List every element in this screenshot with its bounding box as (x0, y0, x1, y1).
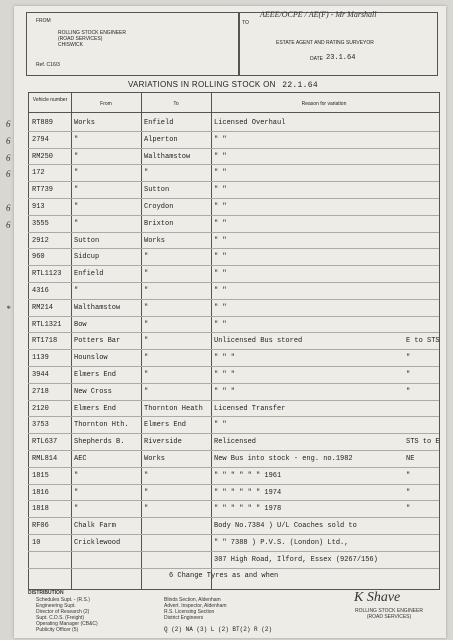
cell-from: Hounslow (74, 354, 108, 363)
cell-from: " (74, 471, 79, 480)
cell-from: " (74, 135, 79, 144)
cell-to: " (144, 287, 149, 295)
signature-title-2: (ROAD SERVICES) (366, 614, 412, 620)
row-rule (28, 450, 439, 451)
cell-to: Elmers End (144, 421, 187, 430)
cell-to: " (144, 471, 149, 480)
cell-reason: Licensed Overhaul (214, 119, 286, 127)
cell-reason: " " (214, 320, 227, 329)
cell-extra: " (406, 505, 411, 514)
cell-vehicle: 1818 (32, 505, 49, 514)
cell-from: Sutton (74, 236, 100, 245)
row-rule (28, 282, 439, 283)
cell-from: Works (74, 119, 96, 127)
row-mark: 6 (6, 135, 11, 146)
table-row (14, 402, 446, 419)
distribution-right-1: Advert. Inspector, Aldenham (164, 603, 227, 609)
to-addressee: ESTATE AGENT AND RATING SURVEYOR (276, 40, 374, 46)
row-rule (28, 366, 439, 367)
cell-from: " (74, 186, 79, 195)
cell-reason: Licensed Transfer (214, 404, 286, 413)
cell-vehicle: 10 (32, 539, 41, 547)
row-rule (28, 517, 439, 518)
cell-extra: " (406, 471, 411, 480)
row-rule (28, 416, 439, 417)
cell-vehicle: 2912 (32, 236, 49, 245)
row-rule (28, 534, 439, 535)
distribution-left-5: Publicity Officer (5) (36, 627, 79, 633)
cell-vehicle: 172 (32, 169, 45, 178)
cell-from: Enfield (74, 270, 104, 279)
row-rule (28, 198, 439, 199)
signature-title-1: ROLLING STOCK ENGINEER (355, 608, 423, 614)
cell-extra: STS to E (406, 438, 440, 447)
row-rule (28, 248, 439, 249)
row-mark: * (6, 303, 11, 314)
cell-extra: " (406, 488, 411, 497)
cell-to: Works (144, 455, 166, 463)
table-row (14, 553, 446, 570)
table-row (14, 486, 446, 503)
cell-vehicle: 913 (32, 203, 45, 211)
cell-vehicle: RT739 (32, 186, 54, 195)
from-line-3: CHISWICK (58, 42, 83, 48)
cell-from: " (74, 488, 79, 497)
page-title (128, 80, 318, 90)
cell-from: " (74, 169, 79, 178)
table-row (14, 418, 446, 435)
cell-reason: " " 7388 ) P.V.S. (London) Ltd., (214, 539, 349, 547)
cell-to: " (144, 488, 149, 497)
cell-vehicle: RTL1321 (32, 320, 62, 329)
ref-label: Ref. C16/3 (36, 62, 60, 68)
cell-vehicle: RT889 (32, 119, 54, 127)
cell-vehicle: 4316 (32, 287, 49, 295)
cell-reason: 307 High Road, Ilford, Essex (9267/156) (214, 555, 378, 564)
cell-vehicle: 3944 (32, 371, 49, 379)
cell-from: New Cross (74, 387, 112, 396)
row-rule (28, 299, 439, 300)
table-row (14, 469, 446, 486)
cell-to: " (144, 354, 149, 363)
distribution-right-3: District Engineers (164, 615, 204, 621)
cell-reason: " " (214, 253, 227, 262)
row-rule (28, 433, 439, 434)
title-date: 22.1.64 (282, 81, 318, 90)
row-rule (28, 400, 439, 401)
cell-extra: " (406, 354, 411, 363)
date-value: 23.1.64 (326, 54, 356, 62)
table-row (6, 166, 446, 183)
table-row (14, 351, 446, 368)
cell-reason: New Bus into stock - eng. no.1982 (214, 455, 353, 463)
cell-to: Alperton (144, 135, 178, 144)
cell-vehicle: RML814 (32, 455, 58, 463)
row-rule (28, 383, 439, 384)
signature: K Shave (354, 590, 401, 605)
cell-reason: " " " " " " 1974 (214, 488, 282, 497)
table-row (14, 284, 446, 301)
cell-reason: " " (214, 169, 227, 178)
cell-vehicle: RM214 (32, 303, 54, 312)
table-row (14, 183, 446, 200)
cell-reason: Relicensed (214, 438, 257, 447)
cell-from: " (74, 287, 79, 295)
cell-reason: " " (214, 203, 227, 211)
cell-from: Potters Bar (74, 337, 121, 346)
cell-from: Elmers End (74, 404, 117, 413)
document-sheet (6, 6, 446, 638)
cell-reason: " " " " " " 1961 (214, 471, 282, 480)
row-mark: 6 (6, 119, 11, 129)
title-text: VARIATIONS IN ROLLING STOCK ON (128, 80, 276, 89)
cell-vehicle: RF06 (32, 522, 49, 531)
cell-from: Shepherds B. (74, 438, 125, 447)
row-rule (28, 349, 439, 350)
row-rule (28, 551, 439, 552)
cell-vehicle: RM250 (32, 152, 54, 161)
cell-to: " (144, 337, 149, 346)
cell-to: Croydon (144, 203, 174, 211)
cell-to: " (144, 169, 149, 178)
distribution-left-3: Supt. C.D.S. (Freight) (36, 615, 85, 621)
cell-from: AEC (74, 455, 87, 463)
cell-reason: " " " (214, 387, 236, 396)
table-row (6, 133, 446, 150)
cell-vehicle: RTL1123 (32, 270, 62, 279)
cell-reason: " " " " " " 1978 (214, 505, 282, 514)
cell-from: Thornton Hth. (74, 421, 129, 430)
cell-vehicle: 1815 (32, 471, 49, 480)
cell-extra: " (406, 371, 411, 379)
table-row (14, 385, 446, 402)
row-rule (28, 181, 439, 182)
cell-reason: " " (214, 421, 227, 430)
cell-from: Sidcup (74, 253, 100, 262)
table-row (14, 519, 446, 536)
to-label: TO (242, 20, 249, 26)
row-rule (28, 232, 439, 233)
table-row (6, 116, 446, 133)
footnote: 6 Change Tyres as and when (169, 572, 279, 580)
cell-vehicle: 960 (32, 253, 45, 262)
row-rule (28, 148, 439, 149)
cell-to: Riverside (144, 438, 182, 447)
table-row (14, 435, 446, 452)
row-mark: 6 (6, 203, 11, 213)
to-handwritten: AEEE/OCPE / AE(F) - Mr Marshall (260, 10, 377, 19)
cell-from: Elmers End (74, 371, 117, 379)
table-row (14, 334, 446, 351)
cell-reason: " " " (214, 354, 236, 363)
cell-reason: " " (214, 152, 227, 161)
table-row (14, 452, 446, 469)
distribution-label: DISTRIBUTION (28, 590, 64, 596)
row-rule (28, 467, 439, 468)
cell-to: " (144, 253, 149, 262)
cell-to: " (144, 387, 149, 396)
row-rule (28, 568, 439, 569)
cell-reason: " " (214, 270, 227, 279)
cell-reason: Unlicensed Bus stored (214, 337, 303, 346)
cell-to: " (144, 270, 149, 279)
cell-to: Sutton (144, 186, 170, 195)
date-label: DATE (310, 56, 323, 62)
col-header-to: To (173, 101, 179, 107)
table-row (14, 502, 446, 519)
table-row (14, 250, 446, 267)
cell-to: Works (144, 236, 166, 245)
cell-reason: " " (214, 287, 227, 295)
table-row (14, 536, 446, 553)
cell-from: Walthamstow (74, 303, 121, 312)
cell-vehicle: 3555 (32, 219, 49, 228)
cell-extra: " (406, 387, 411, 396)
cell-to: Enfield (144, 119, 174, 127)
cell-reason: " " " (214, 371, 236, 379)
distribution-right-0: Blinds Section, Aldenham (164, 597, 221, 603)
row-rule (28, 265, 439, 266)
table-row (14, 318, 446, 335)
cell-to: Thornton Heath (144, 404, 203, 413)
row-rule (28, 164, 439, 165)
cell-vehicle: 2794 (32, 135, 49, 144)
table-row (6, 200, 446, 217)
table-row (6, 301, 446, 318)
cell-to: " (144, 505, 149, 514)
table-row (14, 234, 446, 251)
header-divider (28, 112, 439, 113)
cell-vehicle: RT1718 (32, 337, 58, 346)
table-row (14, 368, 446, 385)
distribution-right-2: R.S. Licensing Section (164, 609, 215, 615)
table-row (14, 267, 446, 284)
distribution-left-1: Engineering Supt. (36, 603, 76, 609)
cell-from: " (74, 505, 79, 514)
cell-reason: Body No.7384 ) U/L Coaches sold to (214, 522, 357, 531)
cell-extra: NE (406, 455, 415, 463)
distribution-left-0: Schedules Supt. - (R.S.) (36, 597, 90, 603)
row-rule (28, 500, 439, 501)
cell-to: " (144, 371, 149, 379)
col-header-from: From (100, 101, 112, 107)
from-line-1: ROLLING STOCK ENGINEER (58, 30, 126, 36)
cell-from: " (74, 152, 79, 161)
row-mark: 6 (6, 152, 11, 163)
row-rule (28, 484, 439, 485)
cell-to: Walthamstow (144, 152, 191, 161)
row-mark: 6 (6, 169, 11, 180)
cell-reason: " " (214, 219, 227, 228)
col-header-vehicle: Vehicle number (32, 97, 68, 103)
cell-reason: " " (214, 135, 227, 144)
from-line-2: (ROAD SERVICES) (58, 36, 103, 42)
col-header-reason: Reason for variation (301, 101, 347, 107)
cell-from: Cricklewood (74, 539, 121, 547)
row-rule (28, 215, 439, 216)
cell-from: " (74, 203, 79, 211)
cell-reason: " " (214, 236, 227, 245)
row-mark: 6 (6, 219, 11, 230)
cell-vehicle: 2718 (32, 387, 49, 396)
cell-vehicle: 1816 (32, 488, 49, 497)
cell-vehicle: RTL637 (32, 438, 58, 447)
from-label: FROM (36, 18, 51, 24)
distribution-codes: Q (2) NA (3) L (2) BT(2) R (2) (164, 626, 273, 633)
table-row (6, 217, 446, 234)
distribution-left-4: Operating Manager (CB&C) (36, 621, 98, 627)
row-rule (28, 131, 439, 132)
table-row (6, 150, 446, 167)
row-rule (28, 316, 439, 317)
cell-reason: " " (214, 186, 227, 195)
cell-to: " (144, 320, 149, 329)
row-rule (28, 332, 439, 333)
cell-extra: E to STS (406, 337, 440, 346)
cell-from: " (74, 219, 79, 228)
cell-vehicle: 1139 (32, 354, 49, 363)
cell-reason: " " (214, 303, 227, 312)
cell-to: Brixton (144, 219, 174, 228)
cell-to: " (144, 303, 149, 312)
cell-from: Chalk Farm (74, 522, 117, 531)
cell-from: Bow (74, 320, 87, 329)
cell-vehicle: 3753 (32, 421, 49, 430)
cell-vehicle: 2120 (32, 404, 49, 413)
distribution-left-2: Director of Research (2) (36, 609, 90, 615)
